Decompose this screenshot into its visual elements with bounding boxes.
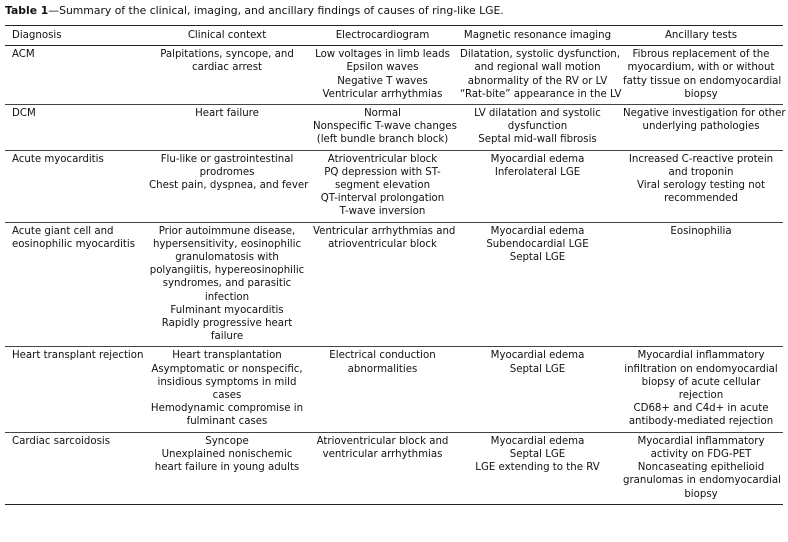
table-row	[5, 347, 783, 432]
cell-text-line: Heart failure	[195, 108, 259, 120]
column-header-electrocardiogram: Electrocardiogram	[309, 26, 456, 46]
cell-text-line: and troponin	[668, 166, 734, 178]
cell-text-line: Asymptomatic or nonspecific,	[151, 363, 303, 375]
cell-mri	[456, 150, 619, 222]
cell-text-line: Flu-like or gastrointestinal	[160, 153, 294, 165]
cell-text-line: Septal LGE	[509, 363, 566, 375]
cell-electrocardiogram	[309, 105, 456, 151]
cell-text-line: Fibrous replacement of the	[632, 49, 770, 61]
cell-text-line: Myocardial edema	[490, 225, 585, 237]
cell-text-line: Palpitations, syncope, and	[160, 49, 294, 61]
cell-diagnosis	[5, 347, 145, 432]
cell-diagnosis	[5, 222, 145, 347]
cell-text-line: DCM	[12, 108, 36, 120]
cell-text-line: Myocardial edema	[490, 350, 585, 362]
cell-text-line: Septal LGE	[509, 448, 566, 460]
cell-mri	[456, 432, 619, 504]
cell-text-line: fulminant cases	[186, 416, 268, 428]
cell-mri	[456, 222, 619, 347]
cell-electrocardiogram	[309, 222, 456, 347]
cell-text-line: Eosinophilia	[670, 225, 732, 237]
cell-ancillary-tests	[619, 347, 783, 432]
cell-text-line: Myocardial inflammatory	[637, 435, 765, 447]
cell-text-line: atrioventricular block	[328, 238, 437, 250]
cell-text-line: cardiac arrest	[191, 62, 263, 74]
column-header-clinical-context: Clinical context	[145, 26, 309, 46]
findings-table	[5, 25, 786, 505]
cell-text-line: Prior autoimmune disease,	[158, 225, 296, 237]
cell-text-line: Atrioventricular block	[327, 153, 438, 165]
table-caption-label: Table 1	[5, 4, 49, 17]
cell-text-line: Inferolateral LGE	[494, 166, 581, 178]
cell-text-line: Atrioventricular block and	[316, 435, 449, 447]
table-body	[5, 46, 786, 505]
cell-text-line: antibody-mediated rejection	[628, 416, 774, 428]
cell-text-line: underlying pathologies	[642, 121, 760, 133]
cell-text-line: Syncope	[205, 435, 249, 447]
cell-text-line: PQ depression with ST-	[324, 166, 441, 178]
cell-text-line: cases	[212, 390, 242, 402]
cell-text-line: infection	[204, 291, 250, 303]
cell-electrocardiogram	[309, 150, 456, 222]
cell-electrocardiogram	[309, 46, 456, 105]
table-header-row	[5, 26, 783, 46]
cell-text-line: segment elevation	[334, 180, 431, 192]
cell-text-line: Chest pain, dyspnea, and fever	[149, 180, 309, 192]
cell-diagnosis	[5, 432, 145, 504]
cell-clinical-context	[145, 222, 309, 347]
cell-text-line: LGE extending to the RV	[475, 462, 600, 474]
cell-text-line: Myocardial inflammatory	[637, 350, 765, 362]
cell-clinical-context	[145, 150, 309, 222]
cell-text-line: activity on FDG-PET	[650, 448, 752, 460]
cell-text-line: recommended	[664, 193, 738, 205]
cell-text-line: Nonspecific T-wave changes	[313, 121, 457, 133]
cell-text-line: abnormalities	[347, 363, 418, 375]
cell-text-line: myocardium, with or without	[627, 62, 775, 74]
cell-clinical-context	[145, 105, 309, 151]
cell-text-line: Ventricular arrhythmias and	[313, 225, 456, 237]
cell-text-line: ventricular arrhythmias	[322, 448, 443, 460]
cell-text-line: Epsilon waves	[346, 62, 419, 74]
cell-text-line: Unexplained nonischemic	[161, 448, 293, 460]
cell-text-line: CD68+ and C4d+ in acute	[633, 403, 769, 415]
cell-ancillary-tests	[619, 150, 783, 222]
cell-text-line: biopsy	[684, 88, 718, 100]
cell-text-line: heart failure in young adults	[154, 462, 300, 474]
cell-text-line: biopsy of acute cellular	[641, 376, 761, 388]
cell-text-line: granulomatosis with	[175, 252, 279, 264]
cell-text-line: polyangiitis, hypereosinophilic	[149, 265, 305, 277]
cell-text-line: Septal LGE	[509, 252, 566, 264]
cell-diagnosis	[5, 105, 145, 151]
cell-text-line: Dilatation, systolic dysfunction,	[460, 49, 621, 61]
cell-text-line: rejection	[678, 390, 724, 402]
cell-text-line: Viral serology testing not	[637, 180, 765, 192]
cell-text-line: Negative T waves	[337, 75, 428, 87]
cell-text-line: infiltration on endomyocardial	[624, 363, 778, 375]
cell-text-line: Noncaseating epithelioid	[637, 462, 765, 474]
cell-text-line: Acute giant cell and	[12, 225, 114, 237]
table-row	[5, 150, 783, 222]
column-header-ancillary-tests: Ancillary tests	[619, 26, 783, 46]
cell-text-line: QT-interval prolongation	[320, 193, 445, 205]
cell-text-line: Myocardial edema	[490, 435, 585, 447]
cell-text-line: Cardiac sarcoidosis	[12, 435, 111, 447]
cell-text-line: eosinophilic myocarditis	[12, 238, 136, 250]
cell-text-line: T-wave inversion	[339, 206, 426, 218]
cell-text-line: Septal mid-wall fibrosis	[478, 134, 597, 146]
cell-ancillary-tests	[619, 105, 786, 151]
cell-clinical-context	[145, 432, 309, 504]
cell-text-line: Increased C-reactive protein	[628, 153, 774, 165]
cell-clinical-context	[145, 46, 309, 105]
cell-text-line: Myocardial edema	[490, 153, 585, 165]
cell-text-line: Heart transplant rejection	[12, 350, 144, 362]
cell-text-line: “Rat-bite” appearance in the LV	[460, 88, 622, 100]
cell-diagnosis	[5, 150, 145, 222]
cell-text-line: granulomas in endomyocardial	[623, 475, 781, 487]
cell-text-line: Ventricular arrhythmias	[322, 88, 443, 100]
cell-text-line: Rapidly progressive heart	[161, 318, 293, 330]
table-caption	[5, 4, 504, 18]
table-row	[5, 46, 783, 105]
cell-ancillary-tests	[619, 222, 783, 347]
table-caption-text: —Summary of the clinical, imaging, and ancillary findings of causes of ring-like LGE.	[48, 4, 504, 17]
cell-text-line: Fulminant myocarditis	[170, 304, 284, 316]
cell-text-line: Subendocardial LGE	[486, 238, 589, 250]
cell-text-line: Low voltages in limb leads	[315, 49, 450, 61]
cell-text-line: Negative investigation for other	[623, 108, 786, 120]
cell-ancillary-tests	[619, 432, 783, 504]
cell-text-line: LV dilatation and systolic	[474, 108, 601, 120]
cell-text-line: fatty tissue on endomyocardial	[623, 75, 782, 87]
column-header-diagnosis: Diagnosis	[5, 26, 145, 46]
cell-text-line: (left bundle branch block)	[316, 134, 449, 146]
cell-text-line: Hemodynamic compromise in	[150, 403, 304, 415]
cell-text-line: dysfunction	[507, 121, 568, 133]
column-header-mri: Magnetic resonance imaging	[456, 26, 619, 46]
cell-text-line: Normal	[364, 108, 401, 120]
table-row	[5, 432, 783, 504]
cell-clinical-context	[145, 347, 309, 432]
cell-text-line: Electrical conduction	[329, 350, 436, 362]
cell-text-line: and regional wall motion	[474, 62, 601, 74]
cell-text-line: syndromes, and parasitic	[162, 278, 292, 290]
cell-text-line: biopsy	[684, 488, 718, 500]
cell-mri	[456, 46, 622, 105]
cell-electrocardiogram	[309, 432, 456, 504]
cell-electrocardiogram	[309, 347, 456, 432]
cell-ancillary-tests	[619, 46, 783, 105]
cell-mri	[456, 105, 619, 151]
cell-text-line: prodromes	[199, 166, 255, 178]
cell-text-line: hypersensitivity, eosinophilic	[152, 238, 302, 250]
cell-text-line: Heart transplantation	[172, 350, 282, 362]
table-row	[5, 105, 783, 151]
cell-text-line: abnormality of the RV or LV	[467, 75, 608, 87]
cell-text-line: Acute myocarditis	[12, 153, 104, 165]
cell-text-line: failure	[210, 331, 244, 343]
cell-mri	[456, 347, 619, 432]
cell-text-line: ACM	[12, 49, 35, 61]
cell-text-line: insidious symptoms in mild	[157, 376, 297, 388]
cell-diagnosis	[5, 46, 145, 105]
table-row	[5, 222, 783, 347]
